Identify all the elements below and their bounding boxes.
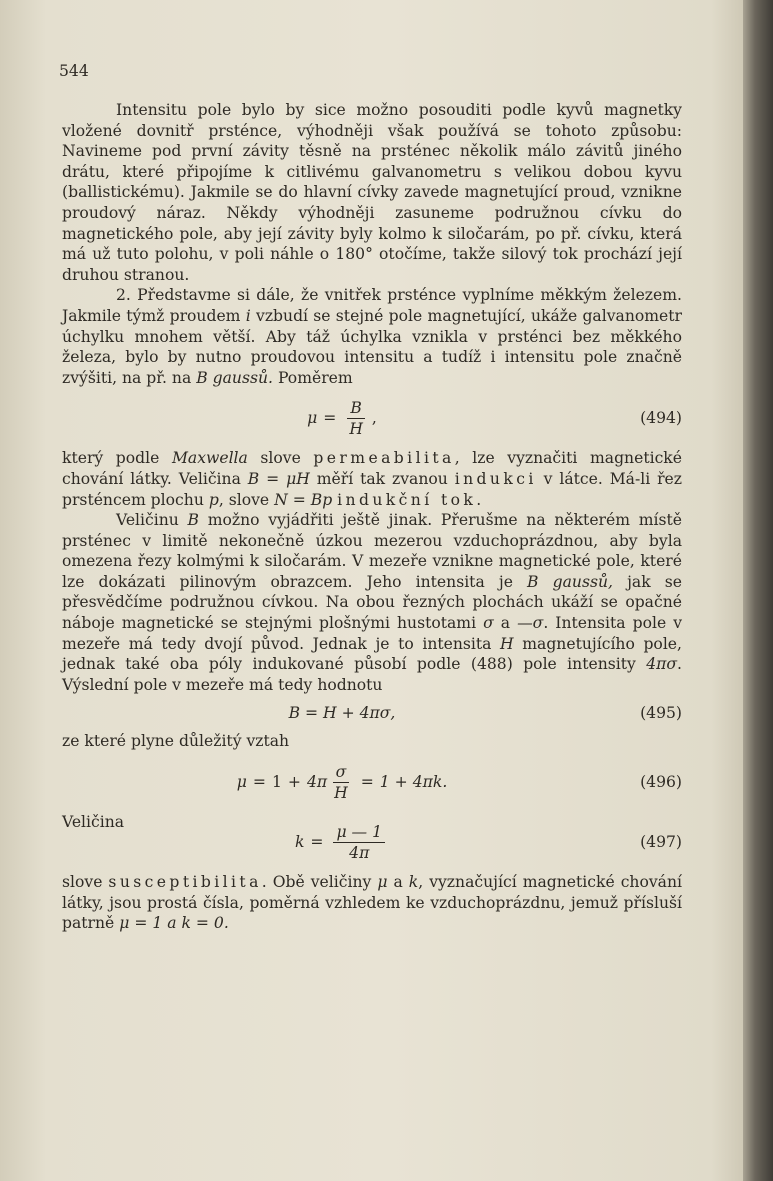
- equation-494-expression: [62, 388, 622, 448]
- text-run: magnetujícího pole, jednak také oba póly indukované působí podle (488) pole intensity: [62, 634, 682, 674]
- symbol-minus-sigma: —σ: [517, 614, 544, 633]
- equation-number-495: (495): [640, 704, 682, 723]
- text-run: , slove: [218, 490, 275, 509]
- fraction-denominator: H: [334, 783, 348, 802]
- paragraph-air-gap: [62, 510, 682, 695]
- text-run: slove: [62, 873, 109, 892]
- paragraph-susceptibility: [62, 872, 682, 934]
- fraction-mu-minus-one-over-four-pi: [333, 822, 385, 863]
- paragraph-measurement-method: [62, 100, 682, 285]
- equation-number-494: (494): [640, 409, 682, 428]
- page-number: 544: [59, 62, 89, 80]
- equation-497-with-label: [62, 812, 682, 872]
- equation-494: [62, 388, 682, 448]
- equation-495-expression: B = H + 4πσ,: [288, 704, 396, 723]
- text-run: . Obě veličiny: [261, 873, 378, 892]
- text-run: 2. Představme si dále, že vnitřek prsténce vyplníme měkkým železem. Jakmile týmž proudem: [62, 286, 682, 325]
- equation-495: [62, 695, 682, 731]
- fraction-numerator: σ: [333, 762, 350, 783]
- symbol-sigma: σ: [483, 614, 494, 633]
- paragraph-velicina: Veličina: [62, 813, 125, 832]
- text-b-gauss: B gaussů,: [527, 572, 613, 591]
- inline-equation-b-mu-h: B = μH: [247, 469, 310, 488]
- equation-497-expression: [62, 812, 622, 872]
- eq-symbol-mu: μ: [236, 772, 247, 791]
- symbol-mu: μ: [377, 873, 388, 892]
- fraction-denominator: 4π: [349, 843, 370, 862]
- eq-equals: =: [252, 772, 266, 791]
- text-run: vzbudí se stejné pole magnetující, ukáže galvanometr úchylku mnohem větší. Aby táž úchylka vznikla v prsténci bez měkkého železa, bylo by nutno proudovou intensitu a tudíž i intensitu pole značně zvýšiti, na př. na: [62, 306, 682, 387]
- equation-496: [62, 752, 682, 812]
- fraction-b-over-h: [346, 398, 366, 439]
- text-run: možno vyjádřiti ještě jinak. Přerušme na některém místě prsténec v limitě nekonečně úzkou mezerou vzduchoprázdnou, aby byla omezena řezy kolmými k siločarám. V mezeře vznikne magnetické pole, které lze dokázati pilinovým obrazcem. Jeho intensita je: [62, 511, 682, 591]
- symbol-k: k: [408, 873, 419, 892]
- eq-rest: 1 + 4πk.: [379, 772, 448, 791]
- fraction-denominator: H: [349, 419, 363, 438]
- eq-equals: =: [360, 772, 374, 791]
- equation-number-496: (496): [640, 772, 682, 791]
- fraction-numerator: μ — 1: [333, 822, 385, 843]
- paragraph-text: Intensitu pole bylo by sice možno posouditi podle kyvů magnetky vložené dovnitř prsténce, výhodněji však používá se tohoto způsobu: Navineme pod první závity těsně na prsténec několik málo závitů jiného drátu, které připojíme k citlivému galvanometru s velikou dobou kyvu (ballistickému). Jakmile se do hlavní cívky zavede magnetující proud, vznikne proudový náraz. Někdy výhodněji zasuneme podružnou cívku do magnetického pole, aby její závity byly kolmo k siločarám, po př. cívku, která má už tuto polohu, v poli náhle o 180° otočíme, takže silový tok prochází její druhou stranou.: [62, 101, 682, 284]
- eq-comma: ,: [371, 409, 377, 428]
- text-run: Veličinu: [116, 511, 188, 530]
- text-run: slove: [247, 449, 314, 468]
- eq-symbol-mu: μ: [307, 409, 318, 428]
- text-run: . Intensita pole v mezeře má tedy dvojí původ. Jednak je to intensita: [62, 614, 682, 653]
- inline-equation-n-bp: N = Bp: [274, 490, 333, 509]
- text-run: který podle: [62, 449, 172, 468]
- book-spine-shadow: [743, 0, 773, 1181]
- eq-four-pi: 4π: [306, 772, 328, 791]
- text-run: měří tak zvanou: [309, 469, 455, 488]
- fraction-numerator: B: [347, 398, 364, 419]
- text-run: ze které plyne důležitý vztah: [62, 732, 290, 751]
- symbol-4-pi-sigma: 4πσ: [646, 655, 678, 674]
- text-run: Poměrem: [272, 368, 353, 387]
- text-b-gauss: B gaussů.: [196, 368, 273, 387]
- name-maxwell: Maxwella: [171, 449, 248, 468]
- text-run: , lze vyznačiti magnetické chování látky. Veličina: [62, 449, 682, 488]
- eq-equals: =: [323, 409, 337, 428]
- term-susceptibilita: susceptibilita: [108, 873, 262, 892]
- eq-symbol-k: k: [294, 832, 305, 851]
- fraction-sigma-over-h: [331, 762, 351, 803]
- eq-plus: +: [287, 772, 301, 791]
- term-permeabilita: permeabilita: [313, 449, 455, 468]
- text-run: , vyznačující magnetické chování látky, jsou prostá čísla, poměrná vzhledem ke vzduchoprázdnu, jemuž přísluší patrně: [62, 873, 682, 933]
- text-run: . Výslední pole v mezeře má tedy hodnotu: [62, 655, 682, 694]
- term-indukcni-tok: indukční tok.: [337, 490, 485, 509]
- paragraph-relation-intro: [62, 731, 682, 752]
- equation-number-497: (497): [640, 832, 682, 851]
- symbol-h: H: [500, 634, 514, 653]
- text-run: v látce. Má-li řez prsténcem plochu: [62, 469, 683, 509]
- equation-496-expression: [62, 752, 622, 812]
- inline-equation-vacuum: μ = 1 a k = 0.: [119, 914, 229, 933]
- text-run: a: [387, 873, 409, 892]
- symbol-p: p: [208, 490, 219, 509]
- page-body: [62, 100, 682, 934]
- symbol-i: i: [245, 306, 251, 325]
- eq-one: 1: [271, 772, 282, 791]
- paragraph-soft-iron: [62, 285, 682, 388]
- symbol-b: B: [187, 511, 200, 530]
- term-indukci: indukci: [454, 469, 537, 488]
- text-run: a: [493, 614, 518, 633]
- paragraph-permeability: [62, 448, 682, 510]
- eq-equals: =: [310, 832, 324, 851]
- text-run: jak se přesvědčíme podružnou cívkou. Na obou řezných plochách ukáží se opačné náboje magnetické se stejnými plošnými hustotami: [62, 572, 682, 633]
